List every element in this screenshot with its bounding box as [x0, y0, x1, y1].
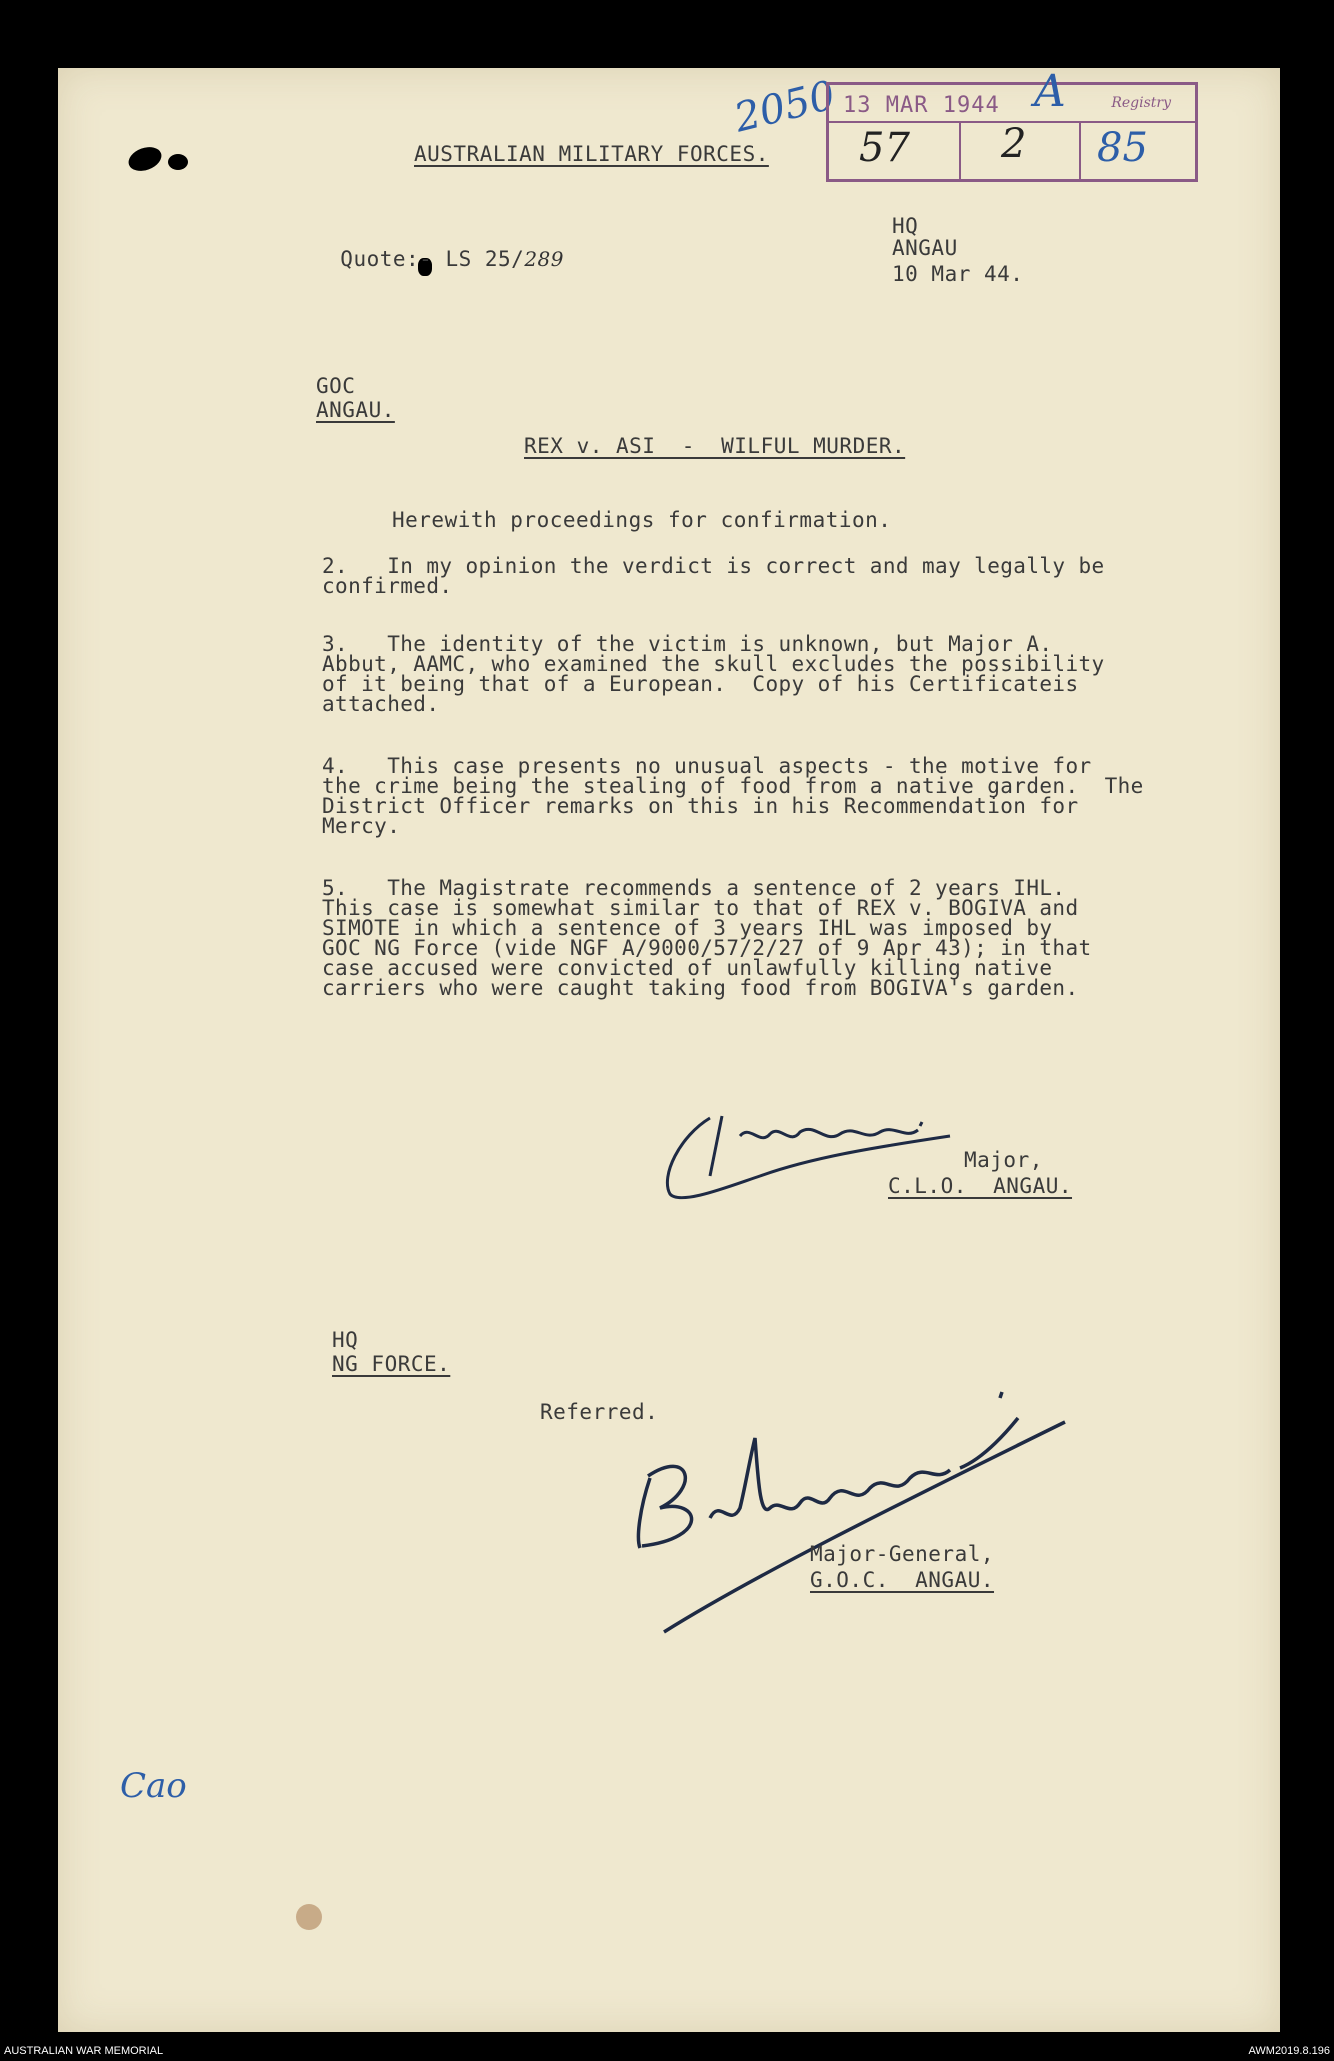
- paragraph-line: attached.: [322, 692, 440, 716]
- paragraph-5: [322, 878, 1262, 998]
- addressee-angau: ANGAU.: [316, 398, 395, 422]
- signature1-title: C.L.O. ANGAU.: [888, 1174, 1073, 1198]
- quote-handwritten: 289: [524, 247, 564, 271]
- quote-reference: [314, 228, 564, 270]
- referral-ng-force: NG FORCE.: [332, 1352, 451, 1376]
- paragraph-line: District Officer remarks on this in his Recommendation for: [322, 794, 1079, 818]
- paragraph-line: confirmed.: [322, 574, 453, 598]
- from-hq: HQ: [892, 214, 919, 238]
- footer-accession: AWM2019.8.196: [1248, 2045, 1330, 2057]
- from-angau: ANGAU: [892, 236, 958, 260]
- signature-major-general: [630, 1378, 1080, 1638]
- paragraph-line: carriers who were caught taking food from BOGIVA's garden.: [322, 976, 1079, 1000]
- paragraph-line: SIMOTE in which a sentence of 3 years IHL was imposed by: [322, 916, 1053, 940]
- stamp-divider: [959, 121, 961, 179]
- signature2-title: G.O.C. ANGAU.: [810, 1568, 995, 1592]
- quote-prefix: Quote:- LS 25/: [340, 247, 525, 271]
- stamp-number-2: 2: [1001, 121, 1027, 167]
- paragraph-line: 4. This case presents no unusual aspects - the motive for: [322, 754, 1092, 778]
- paragraph-4: [322, 756, 1262, 836]
- paragraph-1: Herewith proceedings for confirmation.: [392, 508, 892, 532]
- stamp-divider: [1079, 121, 1081, 179]
- paragraph-line: This case is somewhat similar to that of REX v. BOGIVA and: [322, 896, 1079, 920]
- referral-text: Referred.: [540, 1400, 659, 1424]
- stamp-date: 13 MAR 1944: [843, 93, 1000, 118]
- signature1-rank: Major,: [964, 1148, 1043, 1172]
- signature2-rank: Major-General,: [810, 1542, 995, 1566]
- handwritten-number-2050: 2050: [729, 72, 840, 142]
- stamp-header-row: [829, 85, 1195, 123]
- paragraph-line: 5. The Magistrate recommends a sentence of 2 years IHL.: [322, 876, 1066, 900]
- letter-date: 10 Mar 44.: [892, 262, 1024, 286]
- footer-credit: AUSTRALIAN WAR MEMORIAL: [4, 2045, 164, 2057]
- stamp-registry-label: Registry: [1111, 95, 1171, 111]
- paragraph-line: 2. In my opinion the verdict is correct and may legally be: [322, 554, 1105, 578]
- subject-line: REX v. ASI - WILFUL MURDER.: [524, 434, 906, 458]
- stamp-letter-a: A: [1034, 66, 1066, 117]
- paragraph-line: of it being that of a European. Copy of his Certificateis: [322, 672, 1079, 696]
- stain-spot: [296, 1904, 322, 1930]
- stamp-number-3: 85: [1097, 125, 1148, 171]
- paragraph-3: [322, 634, 1262, 714]
- addressee-goc: GOC: [316, 374, 356, 398]
- paragraph-line: GOC NG Force (vide NGF A/9000/57/2/27 of 9 Apr 43); in that: [322, 936, 1092, 960]
- paragraph-line: 3. The identity of the victim is unknown, but Major A.: [322, 632, 1053, 656]
- punch-hole: [168, 154, 188, 170]
- document-page: [58, 68, 1280, 2032]
- stamp-number-1: 57: [859, 125, 910, 171]
- registry-stamp: [826, 82, 1198, 182]
- margin-note: Cao: [120, 1766, 187, 1806]
- paragraph-line: Abbut, AAMC, who examined the skull excludes the possibility: [322, 652, 1105, 676]
- paragraph-2: [322, 556, 1262, 596]
- paragraph-line: the crime being the stealing of food from a native garden. The: [322, 774, 1144, 798]
- paragraph-line: case accused were convicted of unlawfully killing native: [322, 956, 1053, 980]
- referral-hq: HQ: [332, 1328, 359, 1352]
- signature-major: [650, 1096, 980, 1216]
- paragraph-line: Mercy.: [322, 814, 401, 838]
- org-heading: AUSTRALIAN MILITARY FORCES.: [414, 142, 769, 166]
